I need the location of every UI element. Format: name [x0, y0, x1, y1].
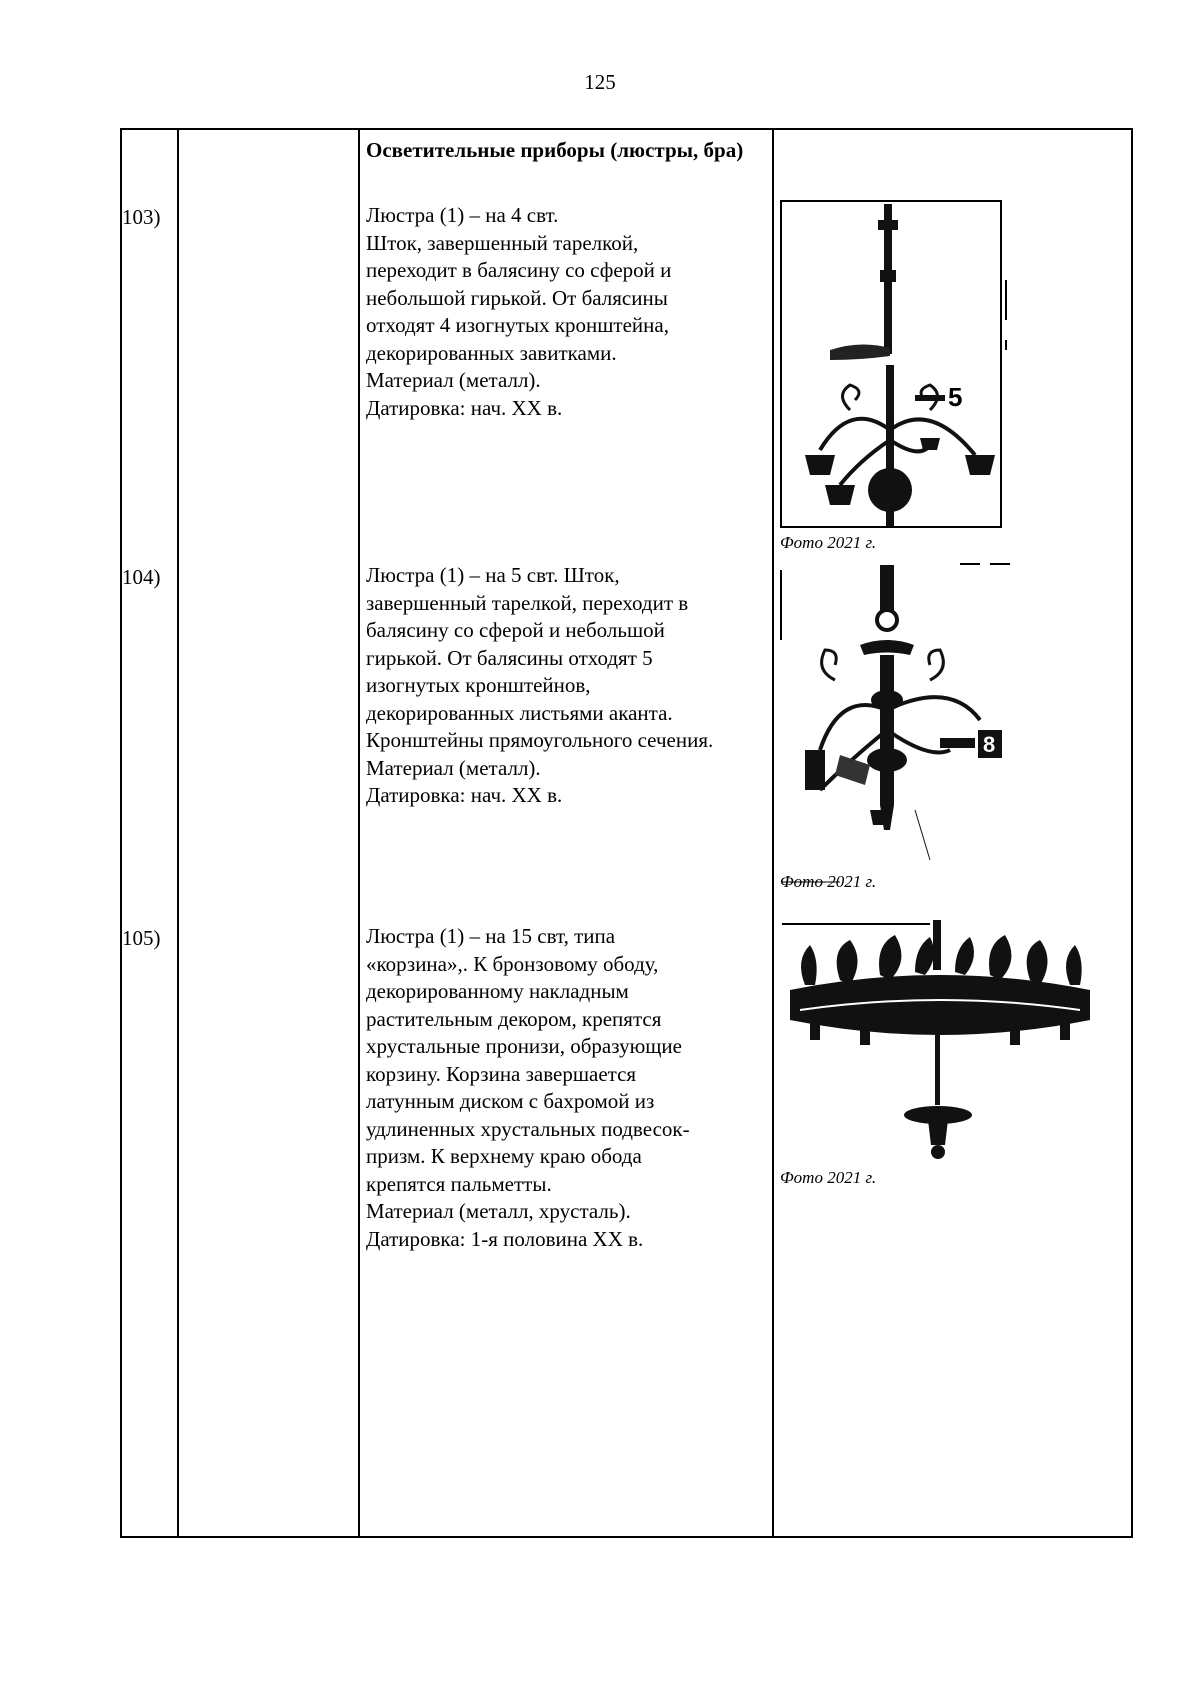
- description-line: гирькой. От балясины отходят 5: [366, 645, 653, 670]
- description-line: декорированному накладным: [366, 979, 629, 1003]
- description-line: Люстра (1) – на 4 свт.: [366, 203, 559, 227]
- description-line: «корзина»,. К бронзовому ободу,: [366, 951, 659, 976]
- photo-scale-label: 5: [948, 382, 963, 412]
- description-line: Датировка: нач. XX в.: [366, 783, 563, 807]
- description-line: латунным диском с бахромой из: [366, 1089, 655, 1113]
- description-line: Датировка: нач. XX в.: [366, 395, 563, 420]
- column-divider: [177, 130, 179, 1536]
- description-line: переходит в балясину со сферой и: [366, 258, 672, 282]
- description-line: растительным декором, крепятся: [366, 1006, 662, 1031]
- photo-caption: Фото 2021 г.: [780, 872, 877, 891]
- entry-description: [366, 923, 766, 1253]
- catalog-table: [120, 128, 1133, 1538]
- page-number: 125: [584, 70, 616, 94]
- description-line: Материал (металл).: [366, 368, 541, 392]
- column-divider: [358, 130, 360, 1536]
- section-title: Осветительные приборы (люстры, бра): [366, 138, 744, 162]
- description-line: хрустальные пронизи, образующие: [366, 1034, 682, 1058]
- description-line: призм. К верхнему краю обода: [366, 1144, 642, 1168]
- description-line: крепятся пальметты.: [366, 1171, 552, 1196]
- column-divider: [772, 130, 774, 1536]
- description-line: отходят 4 изогнутых кронштейна,: [366, 313, 669, 337]
- description-line: Люстра (1) – на 5 свт. Шток,: [366, 563, 620, 587]
- entry-description: [366, 202, 766, 422]
- description-line: небольшой гирькой. От балясины: [366, 285, 668, 310]
- chandelier-photo: [780, 920, 1100, 1165]
- description-line: декорированных листьями аканта.: [366, 700, 673, 725]
- description-line: Шток, завершенный тарелкой,: [366, 230, 639, 255]
- entry-number: 103): [122, 205, 161, 229]
- chandelier-photo: [780, 560, 1030, 890]
- description-line: Материал (металл).: [366, 755, 541, 780]
- description-line: изогнутых кронштейнов,: [366, 673, 591, 697]
- description-line: удлиненных хрустальных подвесок-: [366, 1116, 690, 1141]
- entry-number: 104): [122, 565, 161, 589]
- description-line: Люстра (1) – на 15 свт, типа: [366, 924, 616, 948]
- entry-number: 105): [122, 926, 161, 950]
- photo-scale-label: 8: [983, 732, 996, 757]
- description-line: Датировка: 1-я половина XX в.: [366, 1226, 644, 1251]
- photo-caption: Фото 2021 г.: [780, 1168, 877, 1187]
- description-line: балясину со сферой и небольшой: [366, 618, 665, 642]
- chandelier-photo: [780, 200, 1030, 530]
- entry-description: [366, 562, 766, 810]
- description-line: завершенный тарелкой, переходит в: [366, 590, 689, 615]
- photo-caption: Фото 2021 г.: [780, 533, 877, 552]
- description-line: Материал (металл, хрусталь).: [366, 1199, 631, 1223]
- description-line: корзину. Корзина завершается: [366, 1061, 637, 1086]
- description-line: Кронштейны прямоугольного сечения.: [366, 728, 714, 752]
- description-line: декорированных завитками.: [366, 340, 617, 365]
